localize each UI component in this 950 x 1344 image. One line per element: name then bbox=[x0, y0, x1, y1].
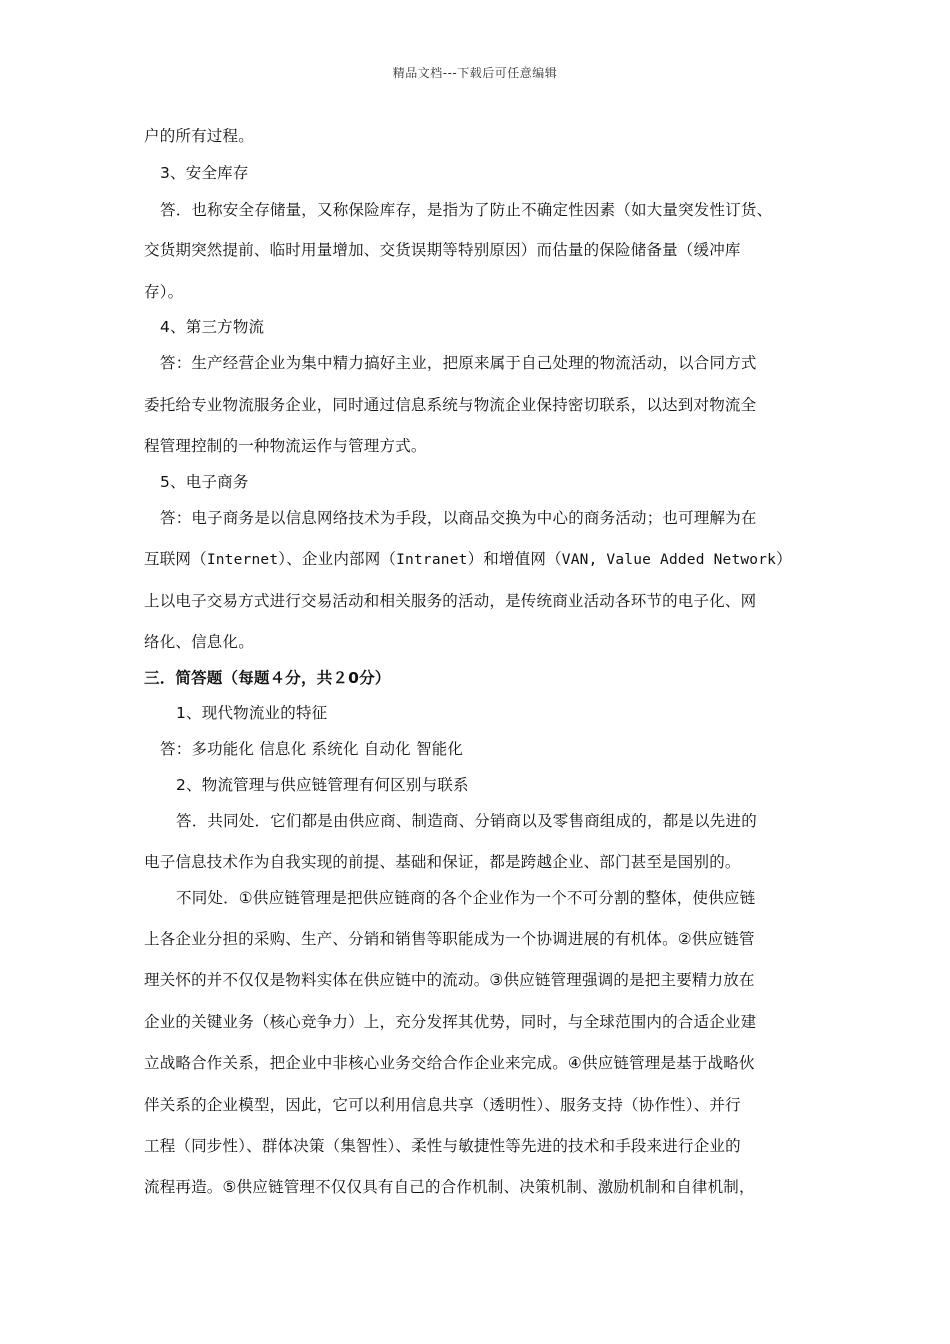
paragraph-line: 答．共同处．它们都是由供应商、制造商、分销商以及零售商组成的，都是以先进的 bbox=[176, 812, 757, 830]
paragraph-line: 交货期突然提前、临时用量增加、交货误期等特别原因）而估量的保险储备量（缓冲库 bbox=[144, 241, 741, 259]
text-segment: ）、企业内部网（ bbox=[278, 550, 397, 568]
section-heading: 三．简答题（每题４分，共２0分） bbox=[144, 669, 391, 687]
paragraph-line: 工程（同步性）、群体决策（集智性）、柔性与敏捷性等先进的技术和手段来进行企业的 bbox=[144, 1137, 741, 1155]
paragraph-line: 程管理控制的一种物流运作与管理方式。 bbox=[144, 437, 427, 455]
answer-line: 答：多功能化 信息化 系统化 自动化 智能化 bbox=[160, 740, 464, 758]
paragraph-line bbox=[144, 547, 792, 572]
text-segment: VAN, Value Added Network bbox=[561, 552, 777, 568]
paragraph-line: 不同处．①供应链管理是把供应链商的各个企业作为一个不可分割的整体，使供应链 bbox=[176, 889, 756, 907]
paragraph-line: 企业的关键业务（核心竞争力）上，充分发挥其优势，同时，与全球范围内的合适企业建 bbox=[144, 1013, 757, 1031]
page-header: 精品文档---下载后可任意编辑 bbox=[392, 66, 558, 80]
text-segment: ）和增值网（ bbox=[467, 550, 562, 568]
paragraph-line: 委托给专业物流服务企业，同时通过信息系统与物流企业保持密切联系，以达到对物流全 bbox=[144, 396, 757, 414]
paragraph-line: 户的所有过程。 bbox=[144, 127, 254, 145]
paragraph-line: 流程再造。⑤供应链管理不仅仅具有自己的合作机制、决策机制、激励机制和自律机制， bbox=[144, 1178, 755, 1196]
paragraph-line: 答：电子商务是以信息网络技术为手段，以商品交换为中心的商务活动；也可理解为在 bbox=[160, 509, 757, 527]
paragraph-line: 存）。 bbox=[144, 283, 184, 301]
text-segment: Internet bbox=[206, 552, 279, 568]
text-segment: ） bbox=[776, 550, 792, 568]
paragraph-line: 伴关系的企业模型，因此，它可以利用信息共享（透明性）、服务支持（协作性）、并行 bbox=[144, 1096, 741, 1114]
term-heading: 5、电子商务 bbox=[160, 473, 249, 491]
paragraph-line: 电子信息技术作为自我实现的前提、基础和保证，都是跨越企业、部门甚至是国别的。 bbox=[144, 853, 741, 871]
term-heading: 3、安全库存 bbox=[160, 164, 249, 182]
text-segment: Intranet bbox=[396, 552, 468, 568]
question-heading: 1、现代物流业的特征 bbox=[176, 704, 328, 722]
paragraph-line: 上以电子交易方式进行交易活动和相关服务的活动，是传统商业活动各环节的电子化、网 bbox=[144, 592, 757, 610]
term-heading: 4、第三方物流 bbox=[160, 318, 265, 336]
paragraph-line: 立战略合作关系，把企业中非核心业务交给合作企业来完成。④供应链管理是基于战略伙 bbox=[144, 1054, 755, 1072]
text-segment: 互联网（ bbox=[144, 550, 207, 568]
question-heading: 2、物流管理与供应链管理有何区别与联系 bbox=[176, 776, 469, 794]
paragraph-line: 络化、信息化。 bbox=[144, 633, 254, 651]
paragraph-line: 理关怀的并不仅仅是物料实体在供应链中的流动。③供应链管理强调的是把主要精力放在 bbox=[144, 971, 755, 989]
paragraph-line: 答：生产经营企业为集中精力搞好主业，把原来属于自己处理的物流活动，以合同方式 bbox=[160, 354, 757, 372]
paragraph-line: 答．也称安全存储量，又称保险库存，是指为了防止不确定性因素（如大量突发性订货、 bbox=[160, 201, 773, 219]
paragraph-line: 上各企业分担的采购、生产、分销和销售等职能成为一个协调进展的有机体。②供应链管 bbox=[144, 930, 755, 948]
